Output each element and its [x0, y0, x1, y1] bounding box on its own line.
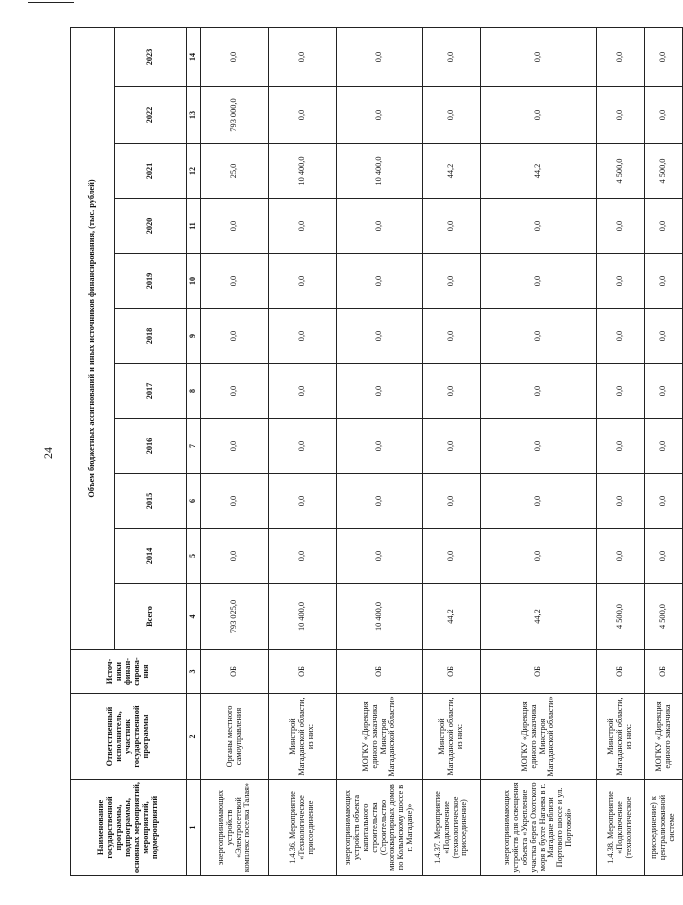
row-year-value: 0,0 [337, 309, 423, 364]
row-year-value: 0,0 [645, 419, 683, 474]
rotated-table-wrapper [70, 28, 676, 876]
row-year-value: 0,0 [481, 254, 597, 309]
row-year-value: 0,0 [269, 364, 337, 419]
row-year-value: 0,0 [645, 199, 683, 254]
row-year-value: 0,0 [337, 199, 423, 254]
index-cell: 1 [187, 780, 201, 876]
row-year-value: 0,0 [423, 254, 481, 309]
header-year: 2016 [115, 419, 187, 474]
row-responsible: МОГКУ «Дирекция единого заказчика Минстроя Магаданской области» [337, 694, 423, 780]
row-year-value: 0,0 [201, 199, 269, 254]
table-body [201, 27, 683, 875]
row-year-value: 0,0 [269, 254, 337, 309]
header-year: 2021 [115, 144, 187, 199]
row-year-value: 44,2 [481, 144, 597, 199]
index-cell: 10 [187, 254, 201, 309]
row-total: 44,2 [423, 584, 481, 650]
header-name: Наименование государственной программы, подпрограммы, основных мероприятий, мероприятий, подмероприятий [71, 780, 187, 876]
row-year-value: 10 400,0 [269, 144, 337, 199]
row-year-value: 0,0 [645, 309, 683, 364]
index-cell: 3 [187, 650, 201, 694]
page-number: 24 [41, 447, 55, 459]
header-responsible: Ответственный исполнитель, участник государственной программы [71, 694, 187, 780]
row-year-value: 0,0 [597, 364, 645, 419]
header-row-1 [71, 27, 115, 875]
row-responsible: Минстрой Магаданской области, из них: [423, 694, 481, 780]
row-year-value: 0,0 [423, 309, 481, 364]
row-year-value: 0,0 [201, 254, 269, 309]
index-cell: 13 [187, 87, 201, 144]
row-year-value: 0,0 [597, 254, 645, 309]
row-year-value: 0,0 [423, 474, 481, 529]
row-total: 4 500,0 [645, 584, 683, 650]
header-year: 2023 [115, 27, 187, 86]
row-year-value: 0,0 [269, 419, 337, 474]
row-year-value: 0,0 [201, 419, 269, 474]
row-source: ОБ [201, 650, 269, 694]
index-row [187, 27, 201, 875]
row-year-value: 0,0 [201, 309, 269, 364]
header-year: 2019 [115, 254, 187, 309]
index-cell: 8 [187, 364, 201, 419]
row-year-value: 0,0 [481, 199, 597, 254]
row-source: ОБ [269, 650, 337, 694]
row-year-value: 0,0 [423, 364, 481, 419]
row-year-value: 0,0 [337, 419, 423, 474]
row-name: энергопринимающих устройств для освещения объекта «Укрепление участка берега Охотского моря в бухте Нагаева в г. Магадане вблизи Портового шоссе и ул. Портовой» [481, 780, 597, 876]
table-row [269, 27, 337, 875]
row-year-value: 0,0 [645, 27, 683, 86]
row-year-value: 0,0 [423, 529, 481, 584]
row-year-value: 0,0 [337, 254, 423, 309]
row-year-value: 0,0 [423, 87, 481, 144]
table-row [481, 27, 597, 875]
row-year-value: 0,0 [597, 474, 645, 529]
row-year-value: 0,0 [597, 309, 645, 364]
table-row [597, 27, 645, 875]
index-cell: 2 [187, 694, 201, 780]
row-responsible: МОГКУ «Дирекция единого заказчика [645, 694, 683, 780]
row-year-value: 0,0 [337, 529, 423, 584]
funding-table [70, 27, 683, 876]
header-year: 2014 [115, 529, 187, 584]
row-name: энергопринимающих устройств «Электросетевой комплекс поселка Талая» [201, 780, 269, 876]
row-year-value: 0,0 [269, 87, 337, 144]
row-year-value: 0,0 [481, 529, 597, 584]
row-year-value: 4 500,0 [597, 144, 645, 199]
row-responsible: МОГКУ «Дирекция единого заказчика Минстроя Магаданской области» [481, 694, 597, 780]
row-source: ОБ [423, 650, 481, 694]
row-year-value: 0,0 [597, 27, 645, 86]
row-year-value: 0,0 [337, 474, 423, 529]
row-year-value: 0,0 [597, 529, 645, 584]
row-year-value: 0,0 [423, 419, 481, 474]
header-source: Источ-ники финан-сирова-ния [71, 650, 187, 694]
row-total: 4 500,0 [597, 584, 645, 650]
index-cell: 12 [187, 144, 201, 199]
row-year-value: 0,0 [597, 87, 645, 144]
table-row [645, 27, 683, 875]
table-row [337, 27, 423, 875]
row-year-value: 0,0 [201, 474, 269, 529]
index-cell: 4 [187, 584, 201, 650]
row-year-value: 0,0 [645, 87, 683, 144]
index-cell: 7 [187, 419, 201, 474]
header-year: 2020 [115, 199, 187, 254]
row-source: ОБ [645, 650, 683, 694]
header-year: 2022 [115, 87, 187, 144]
row-total: 10 400,0 [269, 584, 337, 650]
row-source: ОБ [597, 650, 645, 694]
row-year-value: 0,0 [269, 474, 337, 529]
index-cell: 5 [187, 529, 201, 584]
row-name: присоединение) к централизованной системе [645, 780, 683, 876]
row-year-value: 0,0 [481, 27, 597, 86]
row-year-value: 25,0 [201, 144, 269, 199]
row-source: ОБ [481, 650, 597, 694]
row-year-value: 793 000,0 [201, 87, 269, 144]
row-year-value: 0,0 [201, 27, 269, 86]
top-rule [28, 2, 74, 3]
row-year-value: 4 500,0 [645, 144, 683, 199]
row-year-value: 0,0 [269, 27, 337, 86]
row-year-value: 0,0 [269, 199, 337, 254]
index-cell: 14 [187, 27, 201, 86]
row-total: 10 400,0 [337, 584, 423, 650]
row-year-value: 0,0 [337, 364, 423, 419]
header-funding-title: Объем бюджетных ассигнований и иных источников финансирования, (тыс. рублей) [71, 27, 115, 649]
row-year-value: 0,0 [423, 27, 481, 86]
row-responsible: Органы местного самоуправления [201, 694, 269, 780]
row-name: 1.4.37. Мероприятие «Подключение (технологическое присоединение) [423, 780, 481, 876]
row-year-value: 0,0 [337, 27, 423, 86]
row-year-value: 0,0 [269, 529, 337, 584]
index-cell: 6 [187, 474, 201, 529]
row-year-value: 0,0 [481, 309, 597, 364]
row-year-value: 0,0 [481, 419, 597, 474]
table-row [201, 27, 269, 875]
row-total: 44,2 [481, 584, 597, 650]
header-year: 2018 [115, 309, 187, 364]
row-year-value: 0,0 [645, 474, 683, 529]
index-cell: 11 [187, 199, 201, 254]
row-year-value: 44,2 [423, 144, 481, 199]
row-year-value: 0,0 [481, 87, 597, 144]
row-name: энергопринимающих устройств объекта капитального строительства (Строительство многоквартирных домов по Колымскому шоссе в г. Магадане)» [337, 780, 423, 876]
row-name: 1.4.38. Мероприятие «Подключение (технологическое [597, 780, 645, 876]
header-total: Всего [115, 584, 187, 650]
row-year-value: 0,0 [201, 364, 269, 419]
row-year-value: 0,0 [597, 199, 645, 254]
header-year: 2015 [115, 474, 187, 529]
row-year-value: 0,0 [597, 419, 645, 474]
row-name: 1.4.36. Мероприятие «Технологическое присоединение [269, 780, 337, 876]
row-source: ОБ [337, 650, 423, 694]
row-total: 793 025,0 [201, 584, 269, 650]
row-year-value: 0,0 [645, 254, 683, 309]
row-year-value: 10 400,0 [337, 144, 423, 199]
row-responsible: Минстрой Магаданской области, из них: [269, 694, 337, 780]
table-row [423, 27, 481, 875]
row-year-value: 0,0 [645, 364, 683, 419]
row-year-value: 0,0 [481, 474, 597, 529]
row-year-value: 0,0 [423, 199, 481, 254]
index-cell: 9 [187, 309, 201, 364]
row-year-value: 0,0 [269, 309, 337, 364]
row-year-value: 0,0 [337, 87, 423, 144]
header-year: 2017 [115, 364, 187, 419]
row-year-value: 0,0 [201, 529, 269, 584]
row-year-value: 0,0 [481, 364, 597, 419]
row-year-value: 0,0 [645, 529, 683, 584]
row-responsible: Минстрой Магаданской области, из них: [597, 694, 645, 780]
